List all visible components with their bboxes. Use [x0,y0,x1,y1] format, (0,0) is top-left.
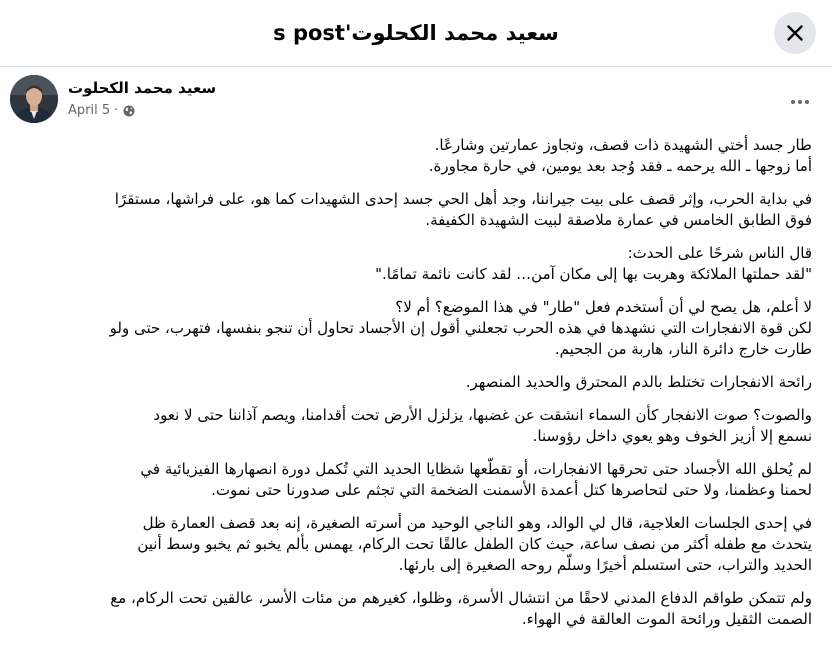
post-text-line: ولم تتمكن طواقم الدفاع المدني لاحقًا من انتشال الأسرة، وظلوا، كغيرهم من مئات الأسر، عالقين تحت الركام، مع [110,589,812,607]
post-text-line: "لقد حملتها الملائكة وهربت بها إلى مكان آمن… لقد كانت نائمة تمامًا." [375,265,812,283]
post-text-line: طار جسد أختي الشهيدة ذات قصف، وتجاوز عمارتين وشارعًا. [434,136,812,154]
post-text-line: لحمنا وعظمنا، ولا حتى لتحاصرها كتل أعمدة الأسمنت الضخمة التي تجثم على صدورنا حتى نموت. [211,481,812,499]
post-paragraph [20,372,812,393]
post-text-line: رائحة الانفجارات تختلط بالدم المحترق والحديد المنصهر. [465,373,812,391]
post-paragraph [20,513,812,576]
post-header [0,67,832,135]
post-text-line: فوق الطابق الخامس في عمارة ملاصقة لبيت الشهيدة الكفيفة. [425,211,812,229]
post-text-line: لكن قوة الانفجارات التي نشهدها في هذه الحرب تجعلني أقول إن الأجساد تحاول أن تنجو بنفسها، فتهرب، حتى ولو [109,319,812,337]
post-text-line: لا أعلم، هل يصح لي أن أستخدم فعل "طار" في هذا الموضع؟ أم لا؟ [395,298,812,316]
avatar-image [10,75,58,123]
post-text-line: في بداية الحرب، وإثر قصف على بيت جيراننا، وجد أهل الحي جسد إحدى الشهيدات كما هو، على فراشها، مستقرًا [114,190,812,208]
post-text-line: قال الناس شرحًا على الحدث: [627,244,812,262]
author-name[interactable]: سعيد محمد الكحلوت [68,79,217,97]
post-body [20,135,812,642]
modal-header [0,0,832,67]
post-paragraph [20,135,812,177]
post-text-line: الحديد والتراب، حتى استسلم أخيرًا وسلّم روحه الصغيرة إلى بارئها. [398,556,812,574]
post-paragraph [20,405,812,447]
close-button[interactable] [774,12,816,54]
modal-title: سعيد محمد الكحلوت's post [273,21,559,45]
post-paragraph [20,243,812,285]
post-paragraph [20,459,812,501]
post-meta [68,102,135,120]
post-text-line: نسمع إلا أزيز الخوف وهو يعوي داخل رؤوسنا. [532,427,812,445]
post-paragraph [20,189,812,231]
post-date[interactable]: April 5 [68,103,111,118]
more-options-button[interactable] [784,83,816,115]
post-text-line: في إحدى الجلسات العلاجية، قال لي الوالد، وهو الناجي الوحيد من أسرته الصغيرة، إنه بعد قصف العمارة ظل [142,514,812,532]
post-text-line: لم يُحلق الله الأجساد حتى تحرقها الانفجارات، أو تقطّعها شظايا الحديد التي تُكمل دورة انصهارها الفيزيائية في [140,460,812,478]
globe-icon[interactable] [123,105,135,117]
avatar[interactable] [10,75,58,123]
post-paragraph [20,297,812,360]
close-icon [785,23,805,43]
post-text-line: يتحدث مع طفله أكثر من نصف ساعة، حيث كان الطفل عالقًا تحت الركام، يهمس بألم يخبو ثم يخبو وسط أنين [137,535,812,553]
post-text-line: أما زوجها ـ الله يرحمه ـ فقد وُجد بعد يومين، في حارة مجاورة. [428,157,812,175]
meta-separator: · [114,103,119,118]
post-text-line: طارت خارج دائرة النار، هاربة من الجحيم. [554,340,812,358]
more-horizontal-icon [790,90,810,109]
post-text-line: والصوت؟ صوت الانفجار كأن السماء انشقت عن غضبها، يزلزل الأرض تحت أقدامنا، ويصم آذاننا حتى لا نعود [153,406,812,424]
post-text-line: الصمت الثقيل ورائحة الموت العالقة في الهواء. [521,610,812,628]
post-paragraph [20,588,812,630]
